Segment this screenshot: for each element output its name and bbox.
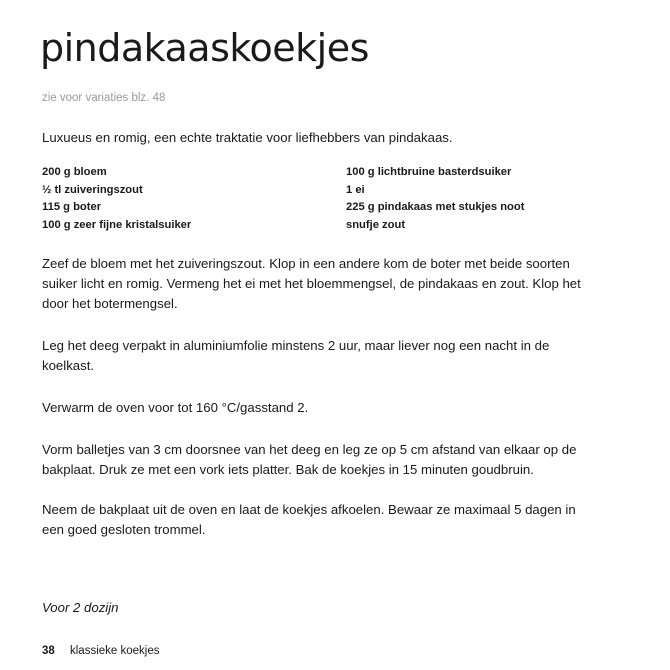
ingredient-item: 200 g bloem (42, 166, 107, 178)
method-step-1 (42, 254, 622, 314)
page-number: 38 (42, 645, 55, 657)
step-line: Zeef de bloem met het zuiveringszout. Klop in een andere kom de boter met beide soorten (42, 256, 570, 271)
method-step-5 (42, 500, 622, 540)
ingredient-item: 100 g zeer fijne kristalsuiker (42, 218, 192, 231)
step-line: Vorm balletjes van 3 cm doorsnee van het deeg en leg ze op 5 cm afstand van elkaar op de (42, 442, 577, 457)
step-line: een goed gesloten trommel. (42, 522, 206, 537)
ingredient-item: 100 g lichtbruine basterdsuiker (346, 166, 512, 178)
ingredient-item: 115 g boter (42, 201, 102, 213)
step-line: koelkast. (42, 358, 95, 373)
recipe-intro: Luxueus en romig, een echte traktatie voor liefhebbers van pindakaas. (42, 130, 453, 145)
ingredients-right-column (346, 164, 524, 234)
step-line: bakplaat. Druk ze met een vork iets platter. Bak de koekjes in 15 minuten goudbruin. (42, 462, 534, 477)
recipe-title: pindakaaskoekjes (40, 26, 369, 70)
step-line: Leg het deeg verpakt in aluminiumfolie minstens 2 uur, maar liever nog een nacht in de (42, 338, 550, 353)
ingredient-item: 225 g pindakaas met stukjes noot (346, 201, 525, 213)
step-line: door het botermengsel. (42, 296, 178, 311)
step-line: Neem de bakplaat uit de oven en laat de koekjes afkoelen. Bewaar ze maximaal 5 dagen in (42, 502, 576, 517)
method-step-4 (42, 440, 622, 480)
ingredient-item: 1 ei (346, 183, 365, 196)
ingredient-item: snufje zout (346, 218, 406, 231)
section-title: klassieke koekjes (70, 645, 160, 657)
variations-note: zie voor variaties blz. 48 (42, 92, 166, 104)
page-footer (42, 645, 159, 657)
serving-size: Voor 2 dozijn (42, 600, 119, 615)
ingredients-left-column (42, 164, 191, 234)
step-line: Verwarm de oven voor tot 160 °C/gasstand 2. (42, 400, 309, 415)
method-step-2 (42, 336, 622, 376)
step-line: suiker licht en romig. Vermeng het ei met het bloemmengsel, de pindakaas en zout. Klop het (42, 276, 581, 291)
ingredient-item: ½ tl zuiveringszout (42, 183, 143, 196)
method-step-3 (42, 398, 622, 418)
